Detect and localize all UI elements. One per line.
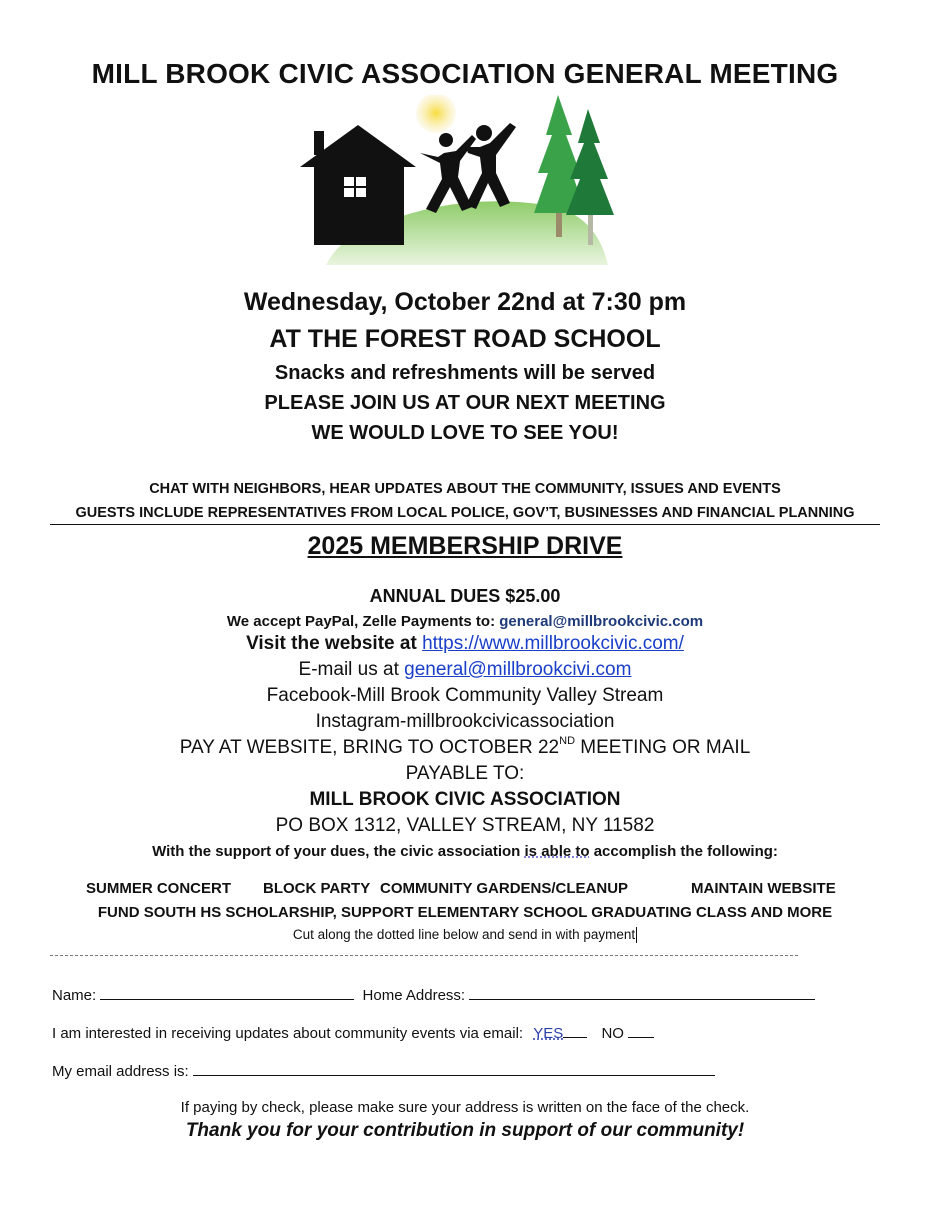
email-line [0, 659, 930, 681]
instagram-line: Instagram-millbrookcivicassociation [315, 711, 615, 732]
email-interest-row [52, 1023, 654, 1042]
page-title: MILL BROOK CIVIC ASSOCIATION GENERAL MEETING [91, 58, 839, 89]
facebook-line: Facebook-Mill Brook Community Valley Stream [266, 685, 664, 706]
join-note: PLEASE JOIN US AT OUR NEXT MEETING [264, 392, 666, 414]
website-label: Visit the website at [246, 633, 423, 654]
people-icon [420, 123, 516, 213]
website-link[interactable]: https://www.millbrookcivic.com/ [422, 633, 684, 654]
payment-email: general@millbrookcivic.com [499, 613, 704, 630]
civic-logo [296, 95, 616, 275]
name-label: Name: [52, 987, 101, 1004]
yes-option-label: YES [533, 1025, 564, 1042]
name-field[interactable] [100, 985, 354, 1000]
snacks-note: Snacks and refreshments will be served [274, 362, 656, 384]
support-text-a: With the support of your dues, the civic association [152, 843, 525, 860]
support-note [0, 843, 930, 860]
email-address-label: My email address is: [52, 1063, 193, 1080]
pay-text-a: PAY AT WEBSITE, BRING TO OCTOBER 22 [179, 737, 560, 758]
membership-heading [0, 532, 930, 561]
activities-row [0, 880, 930, 902]
payee-name: MILL BROOK CIVIC ASSOCIATION [309, 789, 621, 810]
fund-note: FUND SOUTH HS SCHOLARSHIP, SUPPORT ELEMENTARY SCHOOL GRADUATING CLASS AND MORE [97, 904, 833, 921]
address-field[interactable] [469, 985, 815, 1000]
activity-item: MAINTAIN WEBSITE [691, 880, 836, 897]
check-note: If paying by check, please make sure your address is written on the face of the check. [180, 1099, 750, 1116]
mailing-address: PO BOX 1312, VALLEY STREAM, NY 11582 [275, 815, 655, 836]
house-icon [300, 125, 416, 245]
no-field[interactable] [628, 1023, 654, 1038]
guests-note: GUESTS INCLUDE REPRESENTATIVES FROM LOCAL POLICE, GOV’T, BUSINESSES AND FINANCIAL PLANNING [75, 505, 855, 521]
membership-heading-text: 2025 MEMBERSHIP DRIVE [307, 532, 623, 560]
activity-item: BLOCK PARTY [263, 880, 371, 897]
support-text-b: is able to [524, 843, 590, 860]
website-line [0, 633, 930, 655]
annual-dues: ANNUAL DUES $25.00 [369, 586, 561, 606]
cut-instruction [0, 927, 930, 943]
welcome-note: WE WOULD LOVE TO SEE YOU! [311, 422, 619, 444]
activity-item: SUMMER CONCERT [86, 880, 231, 897]
sun-icon [416, 95, 456, 133]
cut-line [50, 955, 798, 956]
interest-label: I am interested in receiving updates about community events via email: [52, 1025, 524, 1042]
payable-to: PAYABLE TO: [405, 763, 525, 784]
pay-superscript: ND [559, 735, 576, 747]
chat-note: CHAT WITH NEIGHBORS, HEAR UPDATES ABOUT THE COMMUNITY, ISSUES AND EVENTS [149, 481, 781, 497]
email-address-field[interactable] [193, 1061, 715, 1076]
address-label: Home Address: [362, 987, 470, 1004]
no-option-label: NO [601, 1025, 624, 1042]
pay-text-b: MEETING OR MAIL [575, 737, 751, 758]
cut-instruction-text: Cut along the dotted line below and send in with payment [292, 927, 636, 942]
yes-field[interactable] [563, 1023, 587, 1038]
thank-you-note: Thank you for your contribution in support of our community! [185, 1120, 745, 1141]
meeting-date: Wednesday, October 22nd at 7:30 pm [243, 288, 687, 316]
payment-options-line [0, 737, 930, 759]
support-text-c: accomplish the following: [589, 843, 778, 860]
email-address-row [52, 1061, 715, 1080]
name-address-row [52, 985, 815, 1004]
section-divider [50, 524, 880, 525]
email-label: E-mail us at [298, 659, 405, 680]
payment-methods-label: We accept PayPal, Zelle Payments to: [226, 613, 500, 630]
payment-methods [0, 613, 930, 630]
meeting-location: AT THE FOREST ROAD SCHOOL [269, 325, 661, 353]
activity-item: COMMUNITY GARDENS/CLEANUP [380, 880, 629, 897]
email-link[interactable]: general@millbrookcivi.com [404, 659, 632, 680]
text-cursor [636, 927, 637, 943]
